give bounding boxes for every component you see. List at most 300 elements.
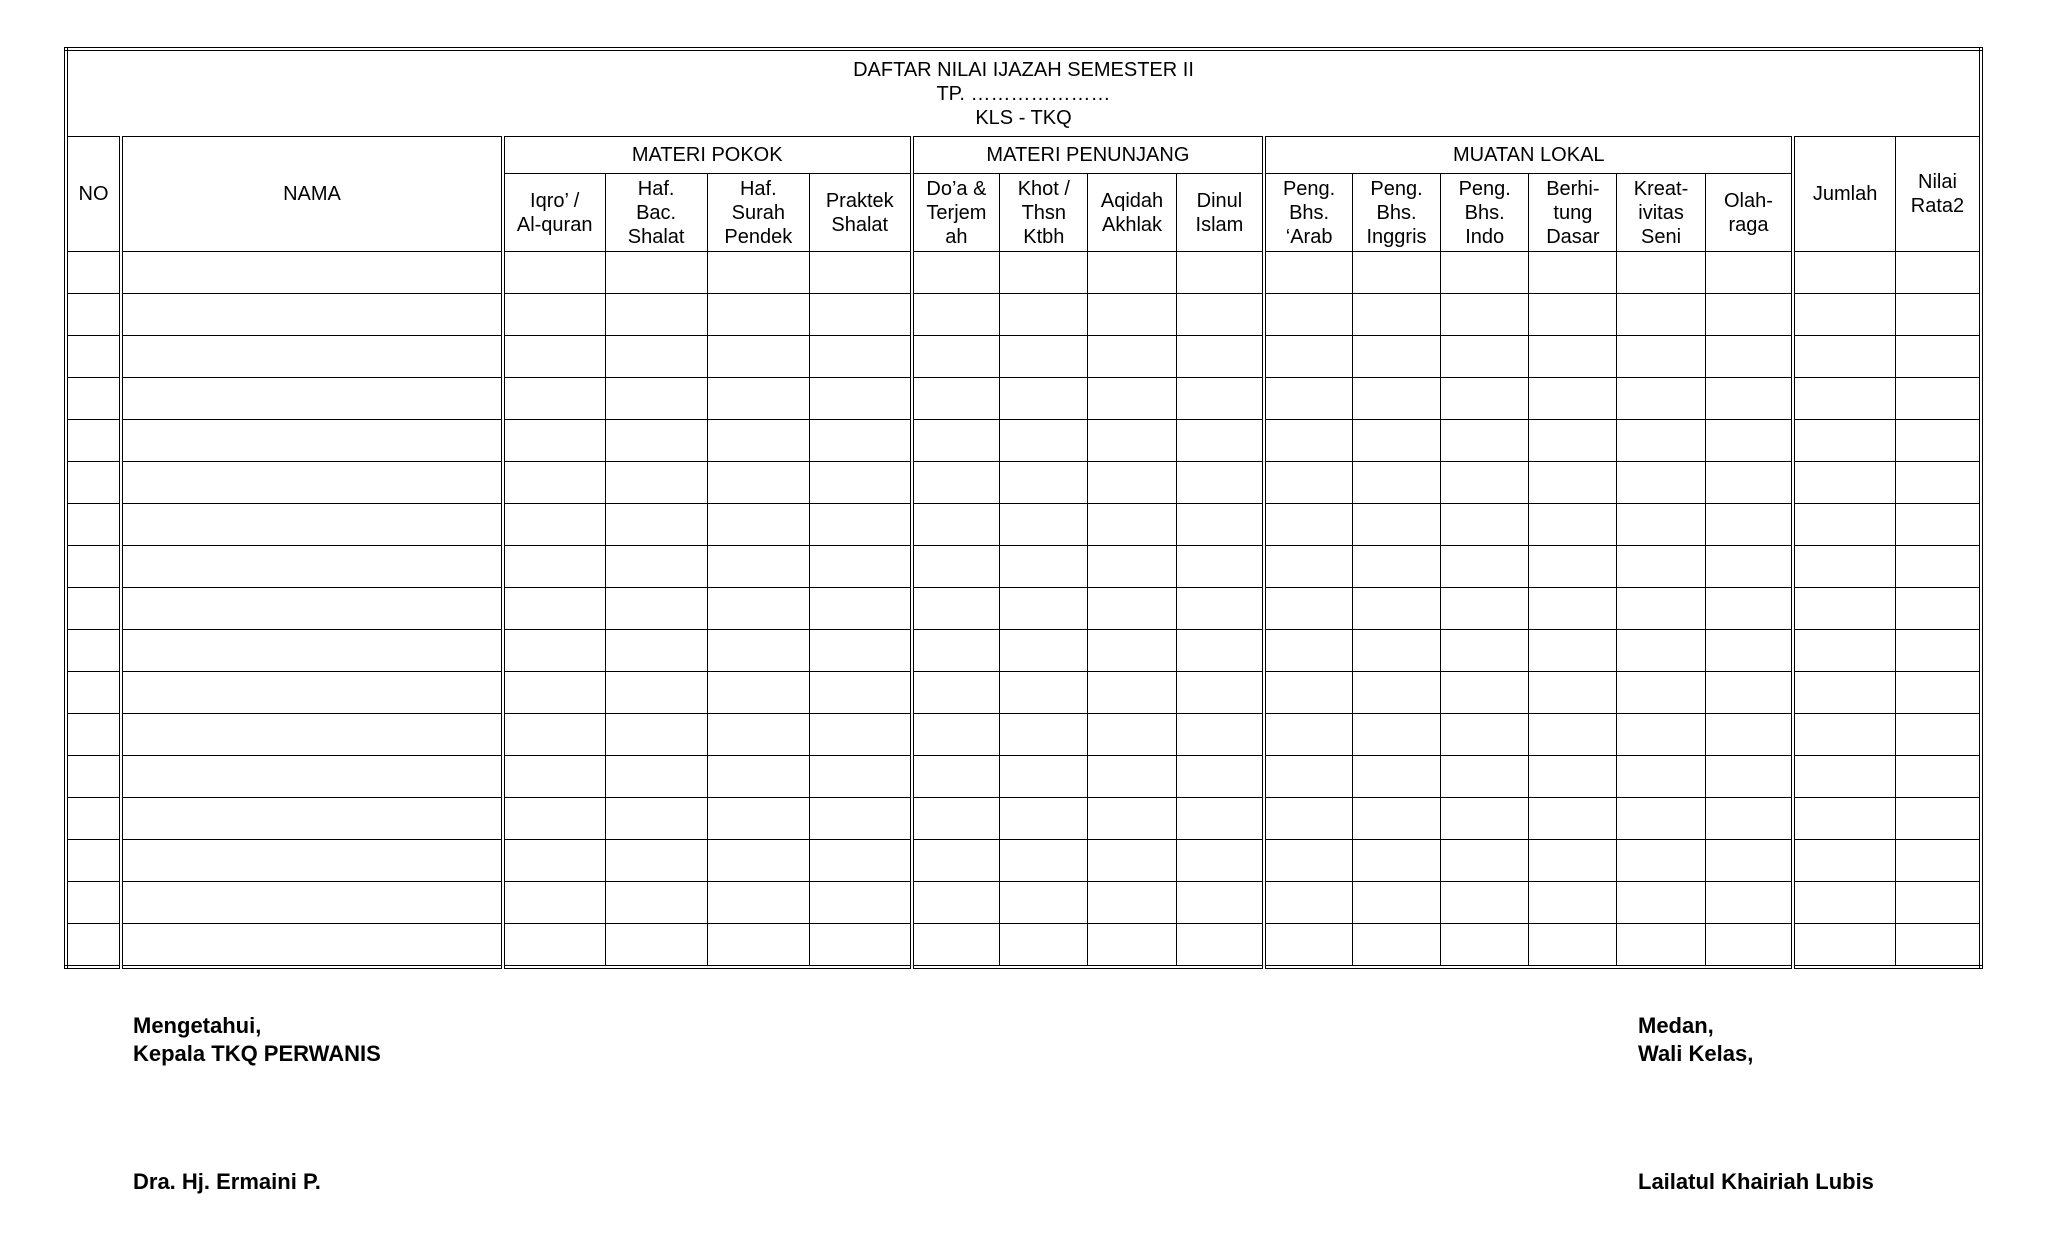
- table-cell[interactable]: [121, 546, 503, 588]
- table-cell[interactable]: [1352, 882, 1440, 924]
- table-cell[interactable]: [1529, 882, 1617, 924]
- table-cell[interactable]: [605, 924, 707, 968]
- table-cell[interactable]: [1264, 546, 1352, 588]
- table-cell[interactable]: [707, 672, 809, 714]
- table-cell[interactable]: [912, 840, 1000, 882]
- table-cell[interactable]: [605, 504, 707, 546]
- table-cell[interactable]: [1793, 798, 1895, 840]
- table-cell[interactable]: [707, 504, 809, 546]
- table-cell[interactable]: [66, 798, 121, 840]
- table-cell[interactable]: [1705, 462, 1793, 504]
- table-cell[interactable]: [1000, 924, 1088, 968]
- table-cell[interactable]: [1895, 924, 1981, 968]
- table-cell[interactable]: [707, 252, 809, 294]
- table-cell[interactable]: [707, 420, 809, 462]
- table-cell[interactable]: [912, 882, 1000, 924]
- table-cell[interactable]: [1000, 420, 1088, 462]
- table-cell[interactable]: [503, 378, 605, 420]
- table-cell[interactable]: [1793, 882, 1895, 924]
- table-cell[interactable]: [503, 714, 605, 756]
- table-cell[interactable]: [1705, 420, 1793, 462]
- table-cell[interactable]: [121, 672, 503, 714]
- table-cell[interactable]: [1895, 840, 1981, 882]
- table-cell[interactable]: [707, 546, 809, 588]
- table-cell[interactable]: [1352, 294, 1440, 336]
- table-cell[interactable]: [1176, 840, 1264, 882]
- table-cell[interactable]: [1000, 378, 1088, 420]
- table-cell[interactable]: [503, 336, 605, 378]
- table-cell[interactable]: [1352, 378, 1440, 420]
- table-cell[interactable]: [912, 924, 1000, 968]
- table-cell[interactable]: [1441, 420, 1529, 462]
- table-cell[interactable]: [66, 504, 121, 546]
- table-cell[interactable]: [809, 504, 911, 546]
- table-cell[interactable]: [1000, 714, 1088, 756]
- table-cell[interactable]: [809, 630, 911, 672]
- table-cell[interactable]: [1529, 714, 1617, 756]
- table-cell[interactable]: [809, 714, 911, 756]
- table-cell[interactable]: [1529, 630, 1617, 672]
- table-cell[interactable]: [503, 924, 605, 968]
- table-cell[interactable]: [66, 336, 121, 378]
- table-cell[interactable]: [605, 630, 707, 672]
- table-cell[interactable]: [605, 882, 707, 924]
- table-cell[interactable]: [503, 672, 605, 714]
- table-cell[interactable]: [1176, 336, 1264, 378]
- table-cell[interactable]: [707, 294, 809, 336]
- table-cell[interactable]: [1088, 882, 1176, 924]
- table-cell[interactable]: [707, 798, 809, 840]
- table-cell[interactable]: [1441, 924, 1529, 968]
- table-cell[interactable]: [605, 378, 707, 420]
- table-cell[interactable]: [1793, 714, 1895, 756]
- table-cell[interactable]: [503, 420, 605, 462]
- table-cell[interactable]: [912, 294, 1000, 336]
- table-cell[interactable]: [1352, 630, 1440, 672]
- table-cell[interactable]: [1176, 924, 1264, 968]
- table-cell[interactable]: [1529, 378, 1617, 420]
- table-cell[interactable]: [121, 840, 503, 882]
- table-cell[interactable]: [503, 294, 605, 336]
- table-cell[interactable]: [1617, 336, 1705, 378]
- table-cell[interactable]: [1352, 798, 1440, 840]
- table-cell[interactable]: [503, 546, 605, 588]
- table-cell[interactable]: [1793, 252, 1895, 294]
- table-cell[interactable]: [912, 798, 1000, 840]
- table-cell[interactable]: [503, 630, 605, 672]
- table-cell[interactable]: [707, 336, 809, 378]
- table-cell[interactable]: [1793, 756, 1895, 798]
- table-cell[interactable]: [605, 546, 707, 588]
- table-cell[interactable]: [809, 336, 911, 378]
- table-cell[interactable]: [912, 252, 1000, 294]
- table-cell[interactable]: [1793, 462, 1895, 504]
- table-cell[interactable]: [1617, 588, 1705, 630]
- table-cell[interactable]: [707, 630, 809, 672]
- table-cell[interactable]: [1000, 630, 1088, 672]
- table-cell[interactable]: [1617, 798, 1705, 840]
- table-cell[interactable]: [1617, 504, 1705, 546]
- table-cell[interactable]: [1895, 420, 1981, 462]
- table-cell[interactable]: [605, 756, 707, 798]
- table-cell[interactable]: [1441, 756, 1529, 798]
- table-cell[interactable]: [1264, 588, 1352, 630]
- table-cell[interactable]: [1617, 924, 1705, 968]
- table-cell[interactable]: [1529, 588, 1617, 630]
- table-cell[interactable]: [809, 672, 911, 714]
- table-cell[interactable]: [1705, 714, 1793, 756]
- table-cell[interactable]: [912, 462, 1000, 504]
- table-cell[interactable]: [66, 588, 121, 630]
- table-cell[interactable]: [66, 630, 121, 672]
- table-cell[interactable]: [809, 588, 911, 630]
- table-cell[interactable]: [1617, 252, 1705, 294]
- table-cell[interactable]: [503, 756, 605, 798]
- table-cell[interactable]: [1705, 504, 1793, 546]
- table-cell[interactable]: [1176, 588, 1264, 630]
- table-cell[interactable]: [1088, 672, 1176, 714]
- table-cell[interactable]: [1441, 672, 1529, 714]
- table-cell[interactable]: [605, 798, 707, 840]
- table-cell[interactable]: [1895, 882, 1981, 924]
- table-cell[interactable]: [1352, 336, 1440, 378]
- table-cell[interactable]: [1000, 882, 1088, 924]
- table-cell[interactable]: [1264, 798, 1352, 840]
- table-cell[interactable]: [1176, 378, 1264, 420]
- table-cell[interactable]: [809, 378, 911, 420]
- table-cell[interactable]: [1088, 546, 1176, 588]
- table-cell[interactable]: [1088, 462, 1176, 504]
- table-cell[interactable]: [66, 462, 121, 504]
- table-cell[interactable]: [66, 672, 121, 714]
- table-cell[interactable]: [1895, 756, 1981, 798]
- table-cell[interactable]: [1617, 672, 1705, 714]
- table-cell[interactable]: [121, 462, 503, 504]
- table-cell[interactable]: [1441, 294, 1529, 336]
- table-cell[interactable]: [1441, 252, 1529, 294]
- table-cell[interactable]: [1088, 840, 1176, 882]
- table-cell[interactable]: [66, 882, 121, 924]
- table-cell[interactable]: [1529, 798, 1617, 840]
- table-cell[interactable]: [66, 714, 121, 756]
- table-cell[interactable]: [707, 924, 809, 968]
- table-cell[interactable]: [1529, 924, 1617, 968]
- table-cell[interactable]: [1088, 756, 1176, 798]
- table-cell[interactable]: [1000, 546, 1088, 588]
- table-cell[interactable]: [1000, 798, 1088, 840]
- table-cell[interactable]: [1441, 630, 1529, 672]
- table-cell[interactable]: [1529, 840, 1617, 882]
- table-cell[interactable]: [809, 546, 911, 588]
- table-cell[interactable]: [1441, 546, 1529, 588]
- table-cell[interactable]: [1705, 630, 1793, 672]
- table-cell[interactable]: [1705, 252, 1793, 294]
- table-cell[interactable]: [121, 924, 503, 968]
- table-cell[interactable]: [1793, 420, 1895, 462]
- table-cell[interactable]: [707, 378, 809, 420]
- table-cell[interactable]: [1529, 294, 1617, 336]
- table-cell[interactable]: [1617, 294, 1705, 336]
- table-cell[interactable]: [503, 588, 605, 630]
- table-cell[interactable]: [912, 504, 1000, 546]
- table-cell[interactable]: [1176, 798, 1264, 840]
- table-cell[interactable]: [66, 756, 121, 798]
- table-cell[interactable]: [1895, 630, 1981, 672]
- table-cell[interactable]: [1352, 252, 1440, 294]
- table-cell[interactable]: [503, 882, 605, 924]
- table-cell[interactable]: [1617, 840, 1705, 882]
- table-cell[interactable]: [1705, 924, 1793, 968]
- table-cell[interactable]: [1529, 252, 1617, 294]
- table-cell[interactable]: [503, 798, 605, 840]
- table-cell[interactable]: [809, 420, 911, 462]
- table-cell[interactable]: [1088, 504, 1176, 546]
- table-cell[interactable]: [121, 630, 503, 672]
- table-cell[interactable]: [605, 840, 707, 882]
- table-cell[interactable]: [605, 252, 707, 294]
- table-cell[interactable]: [1895, 462, 1981, 504]
- table-cell[interactable]: [1617, 882, 1705, 924]
- table-cell[interactable]: [66, 840, 121, 882]
- table-cell[interactable]: [707, 588, 809, 630]
- table-cell[interactable]: [121, 798, 503, 840]
- table-cell[interactable]: [809, 462, 911, 504]
- table-cell[interactable]: [1529, 546, 1617, 588]
- table-cell[interactable]: [809, 840, 911, 882]
- table-cell[interactable]: [66, 924, 121, 968]
- table-cell[interactable]: [1352, 462, 1440, 504]
- table-cell[interactable]: [1617, 546, 1705, 588]
- table-cell[interactable]: [1895, 546, 1981, 588]
- table-cell[interactable]: [1352, 546, 1440, 588]
- table-cell[interactable]: [121, 504, 503, 546]
- table-cell[interactable]: [1705, 294, 1793, 336]
- table-cell[interactable]: [1895, 798, 1981, 840]
- table-cell[interactable]: [1176, 672, 1264, 714]
- table-cell[interactable]: [1088, 378, 1176, 420]
- table-cell[interactable]: [1000, 840, 1088, 882]
- table-cell[interactable]: [1000, 252, 1088, 294]
- table-cell[interactable]: [605, 714, 707, 756]
- table-cell[interactable]: [1352, 714, 1440, 756]
- table-cell[interactable]: [1264, 462, 1352, 504]
- table-cell[interactable]: [1793, 924, 1895, 968]
- table-cell[interactable]: [1705, 840, 1793, 882]
- table-cell[interactable]: [912, 420, 1000, 462]
- table-cell[interactable]: [1000, 756, 1088, 798]
- table-cell[interactable]: [707, 462, 809, 504]
- table-cell[interactable]: [1705, 882, 1793, 924]
- table-cell[interactable]: [1529, 504, 1617, 546]
- table-cell[interactable]: [1000, 336, 1088, 378]
- table-cell[interactable]: [1705, 336, 1793, 378]
- table-cell[interactable]: [1793, 840, 1895, 882]
- table-cell[interactable]: [66, 294, 121, 336]
- table-cell[interactable]: [809, 252, 911, 294]
- table-cell[interactable]: [66, 252, 121, 294]
- table-cell[interactable]: [1352, 672, 1440, 714]
- table-cell[interactable]: [912, 756, 1000, 798]
- table-cell[interactable]: [121, 252, 503, 294]
- table-cell[interactable]: [1441, 588, 1529, 630]
- table-cell[interactable]: [1000, 672, 1088, 714]
- table-cell[interactable]: [809, 756, 911, 798]
- table-cell[interactable]: [1088, 630, 1176, 672]
- table-cell[interactable]: [1264, 672, 1352, 714]
- table-cell[interactable]: [1793, 336, 1895, 378]
- table-cell[interactable]: [1352, 924, 1440, 968]
- table-cell[interactable]: [1176, 252, 1264, 294]
- table-cell[interactable]: [1529, 756, 1617, 798]
- table-cell[interactable]: [1264, 378, 1352, 420]
- table-cell[interactable]: [1793, 588, 1895, 630]
- table-cell[interactable]: [912, 378, 1000, 420]
- table-cell[interactable]: [1529, 336, 1617, 378]
- table-cell[interactable]: [605, 588, 707, 630]
- table-cell[interactable]: [1895, 504, 1981, 546]
- table-cell[interactable]: [1441, 840, 1529, 882]
- table-cell[interactable]: [1617, 378, 1705, 420]
- table-cell[interactable]: [1441, 714, 1529, 756]
- table-cell[interactable]: [1793, 672, 1895, 714]
- table-cell[interactable]: [1264, 504, 1352, 546]
- table-cell[interactable]: [1793, 630, 1895, 672]
- table-cell[interactable]: [1705, 546, 1793, 588]
- table-cell[interactable]: [605, 462, 707, 504]
- table-cell[interactable]: [121, 420, 503, 462]
- table-cell[interactable]: [1264, 630, 1352, 672]
- table-cell[interactable]: [66, 378, 121, 420]
- table-cell[interactable]: [1352, 840, 1440, 882]
- table-cell[interactable]: [1441, 882, 1529, 924]
- table-cell[interactable]: [1176, 504, 1264, 546]
- table-cell[interactable]: [1264, 714, 1352, 756]
- table-cell[interactable]: [1264, 756, 1352, 798]
- table-cell[interactable]: [1705, 798, 1793, 840]
- table-cell[interactable]: [707, 714, 809, 756]
- table-cell[interactable]: [1352, 588, 1440, 630]
- table-cell[interactable]: [707, 882, 809, 924]
- table-cell[interactable]: [1000, 504, 1088, 546]
- table-cell[interactable]: [121, 714, 503, 756]
- table-cell[interactable]: [121, 882, 503, 924]
- table-cell[interactable]: [912, 672, 1000, 714]
- table-cell[interactable]: [1088, 336, 1176, 378]
- table-cell[interactable]: [1617, 714, 1705, 756]
- table-cell[interactable]: [1895, 294, 1981, 336]
- table-cell[interactable]: [912, 588, 1000, 630]
- table-cell[interactable]: [707, 840, 809, 882]
- table-cell[interactable]: [1793, 294, 1895, 336]
- table-cell[interactable]: [1264, 840, 1352, 882]
- table-cell[interactable]: [912, 546, 1000, 588]
- table-cell[interactable]: [1529, 672, 1617, 714]
- table-cell[interactable]: [1352, 420, 1440, 462]
- table-cell[interactable]: [1617, 756, 1705, 798]
- table-cell[interactable]: [1793, 504, 1895, 546]
- table-cell[interactable]: [1617, 462, 1705, 504]
- table-cell[interactable]: [1088, 588, 1176, 630]
- table-cell[interactable]: [605, 294, 707, 336]
- table-cell[interactable]: [121, 336, 503, 378]
- table-cell[interactable]: [1895, 378, 1981, 420]
- table-cell[interactable]: [1895, 672, 1981, 714]
- table-cell[interactable]: [1088, 294, 1176, 336]
- table-cell[interactable]: [1176, 462, 1264, 504]
- table-cell[interactable]: [1895, 336, 1981, 378]
- table-cell[interactable]: [1088, 924, 1176, 968]
- table-cell[interactable]: [1705, 588, 1793, 630]
- table-cell[interactable]: [809, 798, 911, 840]
- table-cell[interactable]: [1352, 504, 1440, 546]
- table-cell[interactable]: [1000, 462, 1088, 504]
- table-cell[interactable]: [1441, 462, 1529, 504]
- table-cell[interactable]: [1352, 756, 1440, 798]
- table-cell[interactable]: [1264, 882, 1352, 924]
- table-cell[interactable]: [605, 336, 707, 378]
- table-cell[interactable]: [912, 630, 1000, 672]
- table-cell[interactable]: [1441, 378, 1529, 420]
- table-cell[interactable]: [1441, 504, 1529, 546]
- table-cell[interactable]: [1088, 798, 1176, 840]
- table-cell[interactable]: [1705, 378, 1793, 420]
- table-cell[interactable]: [1088, 252, 1176, 294]
- table-cell[interactable]: [1176, 420, 1264, 462]
- table-cell[interactable]: [912, 714, 1000, 756]
- table-cell[interactable]: [809, 924, 911, 968]
- table-cell[interactable]: [1176, 630, 1264, 672]
- table-cell[interactable]: [1176, 756, 1264, 798]
- table-cell[interactable]: [707, 756, 809, 798]
- table-cell[interactable]: [1000, 588, 1088, 630]
- table-cell[interactable]: [1176, 546, 1264, 588]
- table-cell[interactable]: [1617, 420, 1705, 462]
- table-cell[interactable]: [1088, 420, 1176, 462]
- table-cell[interactable]: [1264, 336, 1352, 378]
- table-cell[interactable]: [121, 378, 503, 420]
- table-cell[interactable]: [1895, 252, 1981, 294]
- table-cell[interactable]: [605, 672, 707, 714]
- table-cell[interactable]: [1176, 882, 1264, 924]
- table-cell[interactable]: [1529, 462, 1617, 504]
- table-cell[interactable]: [1529, 420, 1617, 462]
- table-cell[interactable]: [809, 294, 911, 336]
- table-cell[interactable]: [1264, 252, 1352, 294]
- table-cell[interactable]: [1264, 924, 1352, 968]
- table-cell[interactable]: [605, 420, 707, 462]
- table-cell[interactable]: [1441, 336, 1529, 378]
- table-cell[interactable]: [503, 462, 605, 504]
- table-cell[interactable]: [121, 756, 503, 798]
- table-cell[interactable]: [1793, 378, 1895, 420]
- table-cell[interactable]: [912, 336, 1000, 378]
- table-cell[interactable]: [1176, 714, 1264, 756]
- table-cell[interactable]: [66, 546, 121, 588]
- table-cell[interactable]: [1617, 630, 1705, 672]
- table-cell[interactable]: [1264, 420, 1352, 462]
- table-cell[interactable]: [1895, 714, 1981, 756]
- table-cell[interactable]: [809, 882, 911, 924]
- table-cell[interactable]: [1441, 798, 1529, 840]
- table-cell[interactable]: [1264, 294, 1352, 336]
- table-cell[interactable]: [503, 252, 605, 294]
- table-cell[interactable]: [121, 588, 503, 630]
- table-cell[interactable]: [1088, 714, 1176, 756]
- table-cell[interactable]: [503, 504, 605, 546]
- table-cell[interactable]: [1705, 756, 1793, 798]
- table-cell[interactable]: [1000, 294, 1088, 336]
- table-cell[interactable]: [1793, 546, 1895, 588]
